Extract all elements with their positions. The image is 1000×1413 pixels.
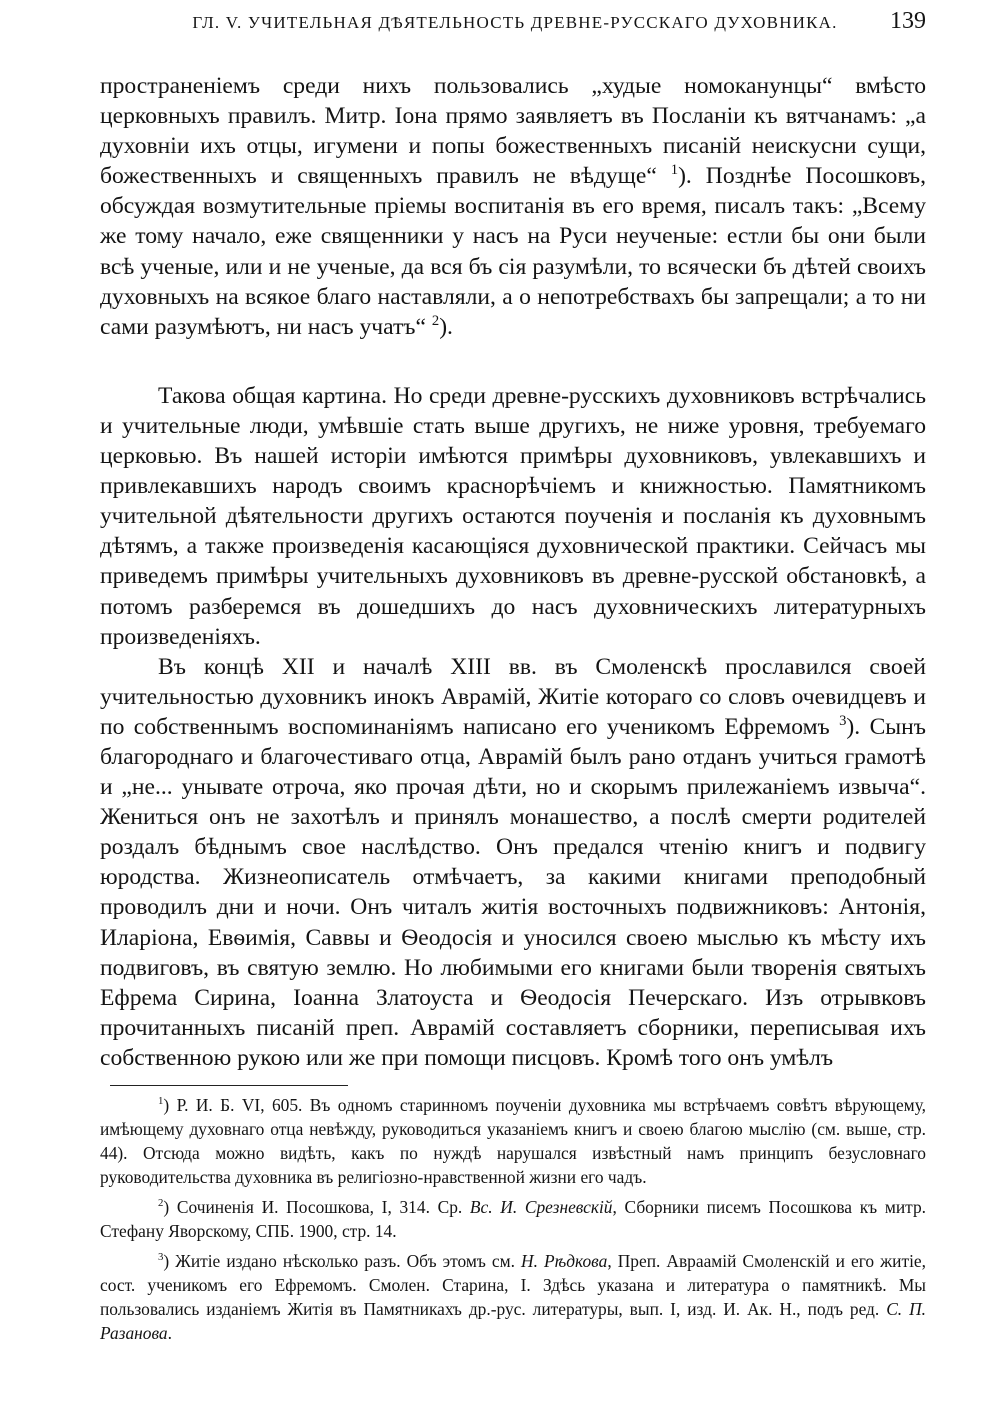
footnote-1 [100,1093,926,1189]
paragraph-2: Такова общая картина. Но среди древне-русскихъ духовниковъ встрѣчались и учительные люди, умѣвшіе стать выше другихъ, не ниже уровня, требуемаго церковью. Въ нашей исторіи имѣются примѣры духовниковъ, увлекавшихъ и привлекавшихъ народъ своимъ краснорѣчіемъ и книжностью. Памятникомъ учительной дѣятельности другихъ остаются поученія и посланія къ духовнымъ дѣтямъ, а также произведенія касающіяся духовнической практики. Сейчасъ мы приведемъ примѣры учительныхъ духовниковъ въ древне-русской обстановкѣ, а потомъ разберемся въ дошедшихъ до насъ духовническихъ литературныхъ произведеніяхъ. [100,382,926,650]
footnotes [100,1093,926,1345]
footnote-3-author: Н. Рѣдкова [521,1251,608,1271]
footnote-marker: 1 [158,1095,164,1108]
footnote-3-text-c: . [167,1323,172,1343]
footnote-2-text-b: , Сборники писемъ Посошкова къ митр. Стефану Яворскому, СПБ. 1900, стр. 14. [100,1197,926,1241]
footnote-2-author: Вс. И. Срезневскій [469,1197,613,1217]
main-text [100,71,926,1073]
footnote-marker: 3 [158,1251,164,1264]
footnote-2-text-a: ) Сочиненія И. Посошкова, I, 314. Ср. [163,1197,470,1217]
footnote-3-editor: С. П. Разанова [100,1299,926,1343]
footnote-2 [100,1195,926,1243]
paragraph-1-text-a: пространеніемъ среди нихъ пользовались „худые номоканунцы“ вмѣсто церковныхъ правилъ. Митр. Іона прямо заявляетъ въ Посланіи къ вятчанамъ: „а духовніи ихъ отцы, игумени и попы божественныхъ писаній неискусни сущи, божественныхъ и священныхъ правилъ не вѣдуще“ [100,73,926,190]
book-page [100,8,926,1351]
paragraph-1 [100,71,926,342]
running-head: ГЛ. V. УЧИТЕЛЬНАЯ ДѢЯТЕЛЬНОСТЬ ДРЕВНЕ-РУССКАГО ДУХОВНИКА. [192,13,838,32]
footnote-divider [110,1085,348,1086]
footnote-3 [100,1249,926,1345]
footnote-ref-3[interactable]: 3 [839,713,847,730]
paragraph-3-text-a: Въ концѣ XII и началѣ XIII вв. въ Смоленскѣ прославился своей учительностью духовникъ инокъ Аврамій, Житіе котораго со словъ очевидцевъ и по собственнымъ воспоминаніямъ написано его ученикомъ Ефремомъ [100,653,926,740]
footnote-3-text-b: , Преп. Авраамій Смоленскій и его житіе, сост. ученикомъ его Ефремомъ. Смолен. Старина, I. Здѣсь указана и литература о памятникѣ. Мы пользовались изданіемъ Житія въ Памятникахъ др.-рус. литературы, вып. I, изд. И. Ак. Н., подъ ред. [100,1251,926,1319]
footnote-3-text-a: ) Житіе издано нѣсколько разъ. Объ этомъ см. [163,1251,522,1271]
paragraph-3 [100,652,926,1073]
page-header [100,8,926,48]
footnote-marker: 2 [158,1197,164,1210]
paragraph-1-text-c: ). [439,313,453,340]
footnote-ref-1[interactable]: 1 [670,162,679,179]
paragraph-3-text-b: ). Сынъ благороднаго и благочестиваго отца, Аврамій былъ рано отданъ учиться грамотѣ и „не... унывате отроча, яко прочая дѣти, но и скорымъ прилежаніемъ извыча“. Жениться онъ не захотѣлъ и принялъ монашество, а послѣ смерти родителей роздалъ бѣднымъ свое наслѣдство. Онъ предался чтенію книгъ и подвигу юродства. Жизнеописатель отмѣчаетъ, за какими книгами преподобный проводилъ дни и ночи. Онъ читалъ житія восточныхъ подвижниковъ: Антонія, Иларіона, Евѳимія, Саввы и Ѳеодосія и уносился своею мыслью къ мѣсту ихъ подвиговъ, въ святую землю. Но любимыми его книгами были творенія святыхъ Ефрема Сирина, Іоанна Златоуста и Ѳеодосія Печерскаго. Изъ отрывковъ прочитанныхъ писаній преп. Аврамій составляетъ сборники, переписывая ихъ собственною рукою или же при помощи писцовъ. Кромѣ того онъ умѣлъ [100,713,926,1071]
footnote-ref-2[interactable]: 2 [431,312,440,329]
paragraph-1-text-b: ). Позднѣе Посошковъ, обсуждая возмутительные пріемы воспитанія въ его время, писалъ такъ: „Всему же тому начало, еже священники у насъ на Руси неученые: естли бы они были всѣ ученые, или и не ученые, да вся бъ сія разумѣли, то всячески бъ дѣтей своихъ духовныхъ на всякое благо наставляли, а о непотребствахъ бы запрещали; а то ни сами разумѣютъ, ни насъ учатъ“ [100,163,926,340]
page-number: 139 [890,8,926,34]
footnote-1-text: ) Р. И. Б. VI, 605. Въ одномъ старинномъ поученіи духовника мы встрѣчаемъ совѣтъ вѣрующему, имѣющему духовнаго отца невѣжду, руководиться указаніемъ книгъ и своею благою мыслію (см. выше, стр. 44). Отсюда можно видѣть, какъ по нуждѣ нарушался извѣстный намъ принципъ безусловнаго руководительства духовника въ религіозно-нравственной жизни его чадъ. [100,1095,926,1187]
